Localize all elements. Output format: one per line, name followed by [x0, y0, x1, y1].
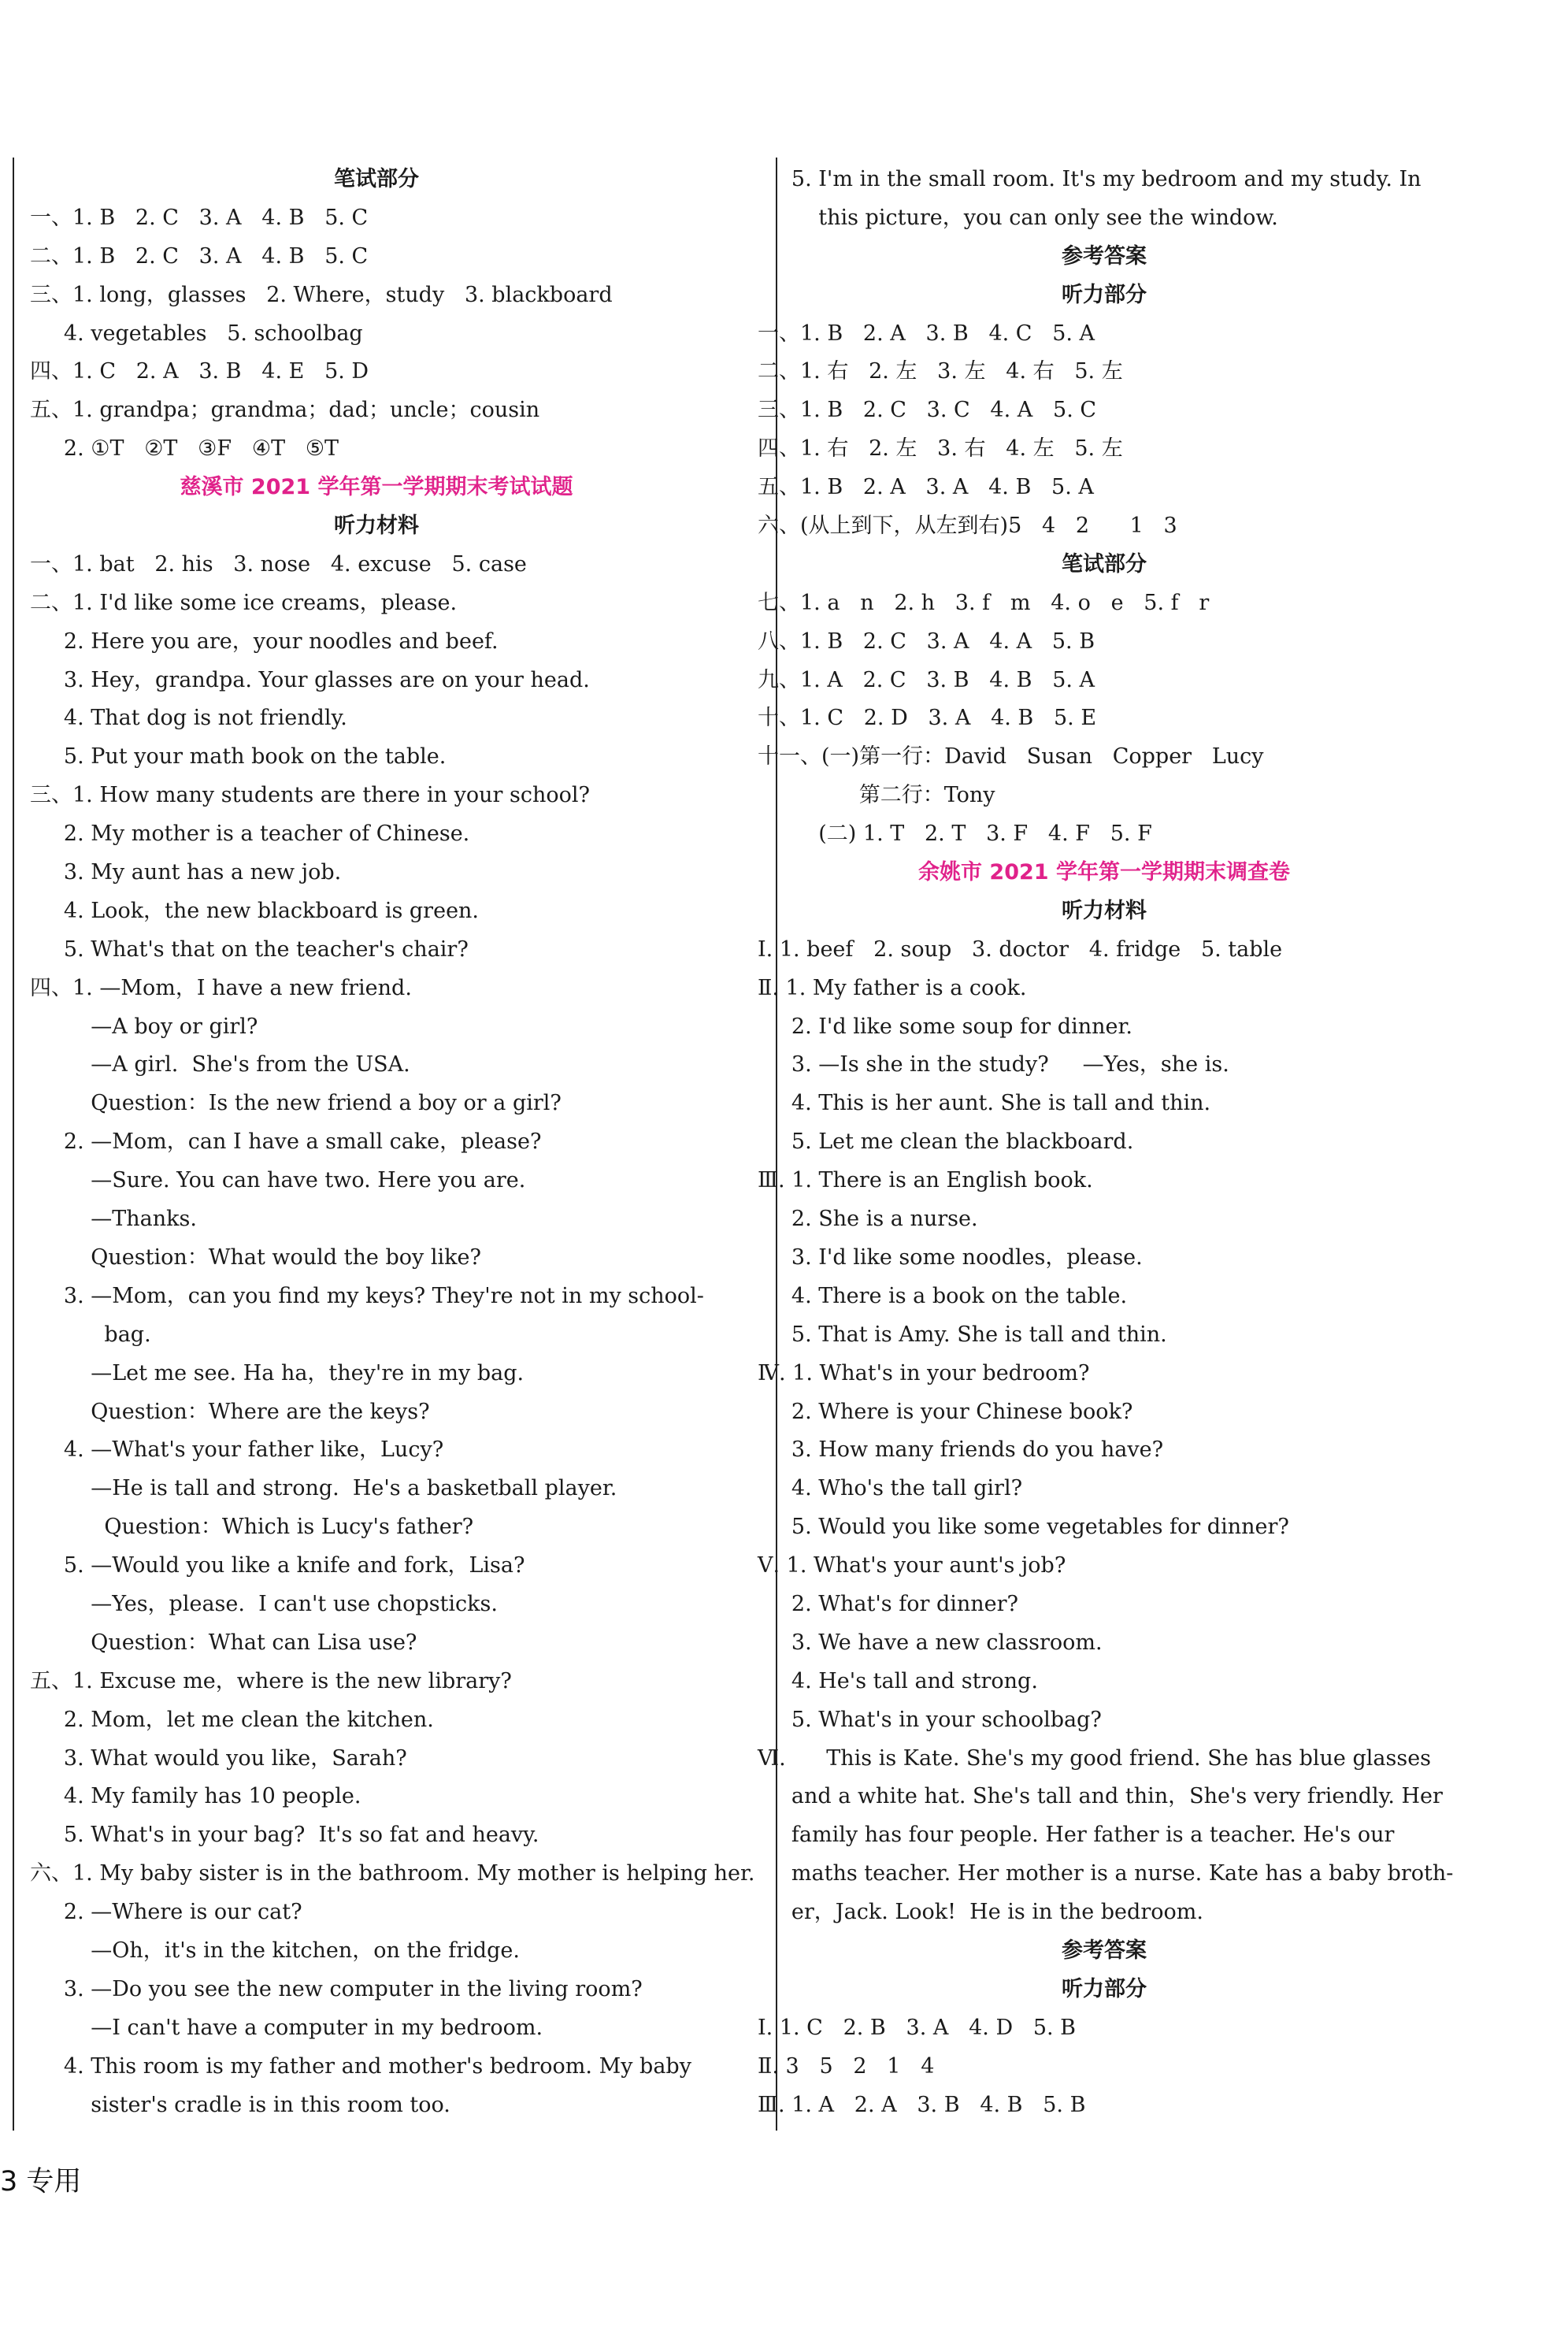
right-column-line: 五、1. B 2. A 3. A 4. B 5. A: [758, 475, 1094, 500]
left-column-line: —A girl. She's from the USA.: [30, 1052, 410, 1077]
left-column-line: Question：Which is Lucy's father?: [30, 1515, 474, 1540]
left-column-line: Question：What would the boy like?: [30, 1244, 481, 1270]
right-column-line: 4. This is her aunt. She is tall and thin.: [758, 1091, 1211, 1116]
left-column-line: —Yes，please. I can't use chopsticks.: [30, 1591, 498, 1616]
right-column-line: 5. That is Amy. She is tall and thin.: [758, 1322, 1167, 1347]
right-column-line: 十、1. C 2. D 3. A 4. B 5. E: [758, 706, 1097, 731]
right-column-line: Ⅴ. 1. What's your aunt's job?: [758, 1553, 1066, 1578]
left-column-line: 3. Hey，grandpa. Your glasses are on your head.: [30, 667, 590, 692]
right-column-line: er，Jack. Look! He is in the bedroom.: [758, 1900, 1203, 1925]
section-heading: 参考答案: [1062, 1938, 1147, 1963]
left-column-line: 2. My mother is a teacher of Chinese.: [30, 822, 470, 847]
left-column-line: 5. —Would you like a knife and fork，Lisa?: [30, 1553, 525, 1578]
left-column-line: 四、1. —Mom，I have a new friend.: [30, 975, 412, 1000]
right-column-line: 3. How many friends do you have?: [758, 1437, 1164, 1463]
right-column-line: 5. Would you like some vegetables for dinner?: [758, 1515, 1289, 1540]
right-column-line: 2. I'd like some soup for dinner.: [758, 1014, 1132, 1039]
right-column-line: 八、1. B 2. C 3. A 4. A 5. B: [758, 629, 1095, 654]
left-column-line: —He is tall and strong. He's a basketball player.: [30, 1476, 617, 1501]
right-column-line: 六、(从上到下，从左到右)5 4 2 1 3: [758, 514, 1177, 539]
left-column-line: sister's cradle is in this room too.: [30, 2092, 450, 2117]
left-column-line: 2. —Where is our cat?: [30, 1900, 302, 1925]
right-column-line: Ⅲ. 1. A 2. A 3. B 4. B 5. B: [758, 2092, 1086, 2117]
left-column-line: 3. My aunt has a new job.: [30, 860, 342, 885]
left-column-line: —Let me see. Ha ha，they're in my bag.: [30, 1360, 525, 1385]
right-column-line: maths teacher. Her mother is a nurse. Kate has a baby broth-: [758, 1861, 1454, 1886]
right-column-line: and a white hat. She's tall and thin，She's very friendly. Her: [758, 1784, 1443, 1809]
left-column-line: 一、1. bat 2. his 3. nose 4. excuse 5. case: [30, 551, 527, 577]
left-column-line: 二、1. I'd like some ice creams，please.: [30, 590, 458, 615]
left-column-line: 4. Look，the new blackboard is green.: [30, 898, 480, 923]
page-left-rule: [13, 158, 14, 2131]
right-column-line: 三、1. B 2. C 3. C 4. A 5. C: [758, 398, 1097, 423]
left-column-line: 4. This room is my father and mother's bedroom. My baby: [30, 2053, 691, 2079]
left-column-line: 4. vegetables 5. schoolbag: [30, 321, 363, 346]
left-column-line: Question：What can Lisa use?: [30, 1630, 417, 1655]
section-heading: 参考答案: [1062, 243, 1147, 269]
section-heading: 笔试部分: [1062, 551, 1147, 577]
right-column-line: 2. She is a nurse.: [758, 1207, 978, 1232]
left-column-line: 3. —Mom，can you find my keys? They're not in my school-: [30, 1283, 704, 1308]
right-column-line: Ⅳ. 1. What's in your bedroom?: [758, 1360, 1090, 1385]
left-column-line: 2. Here you are，your noodles and beef.: [30, 629, 499, 654]
right-column-line: 四、1. 右 2. 左 3. 右 4. 左 5. 左: [758, 436, 1123, 462]
left-column-line: 三、1. How many students are there in your school?: [30, 783, 591, 808]
right-column-line: 4. Who's the tall girl?: [758, 1476, 1023, 1501]
section-heading: 听力材料: [334, 514, 419, 539]
right-column-line: (二) 1. T 2. T 3. F 4. F 5. F: [758, 822, 1152, 847]
right-column-line: 3. I'd like some noodles，please.: [758, 1244, 1143, 1270]
left-column-line: —I can't have a computer in my bedroom.: [30, 2015, 543, 2040]
right-column-line: this picture，you can only see the window.: [758, 205, 1278, 230]
right-column-line: 3. We have a new classroom.: [758, 1630, 1103, 1655]
right-column-line: 2. What's for dinner?: [758, 1591, 1019, 1616]
left-column-line: 2. —Mom，can I have a small cake，please?: [30, 1129, 542, 1155]
left-column-line: 3. What would you like，Sarah?: [30, 1745, 407, 1771]
right-column-line: 第二行：Tony: [758, 783, 995, 808]
left-column-line: 三、1. long，glasses 2. Where，study 3. blackboard: [30, 282, 613, 307]
right-column-line: 十一、(一)第一行：David Susan Copper Lucy: [758, 744, 1264, 770]
right-column-line: Ⅰ. 1. C 2. B 3. A 4. D 5. B: [758, 2015, 1077, 2040]
section-heading: 听力部分: [1062, 1976, 1147, 2001]
right-column-line: family has four people. Her father is a teacher. He's our: [758, 1823, 1395, 1848]
left-column-line: 六、1. My baby sister is in the bathroom. My mother is helping her.: [30, 1861, 755, 1886]
left-column-line: —Sure. You can have two. Here you are.: [30, 1168, 526, 1193]
right-column-line: 一、1. B 2. A 3. B 4. C 5. A: [758, 321, 1095, 346]
right-column-line: Ⅲ. 1. There is an English book.: [758, 1168, 1093, 1193]
left-column-line: 4. My family has 10 people.: [30, 1784, 361, 1809]
right-column-line: 二、1. 右 2. 左 3. 左 4. 右 5. 左: [758, 359, 1123, 384]
right-column-line: Ⅰ. 1. beef 2. soup 3. doctor 4. fridge 5. table: [758, 937, 1283, 962]
left-column-line: 3. —Do you see the new computer in the living room?: [30, 1976, 643, 2001]
left-column-line: —Thanks.: [30, 1207, 197, 1232]
right-column-line: 5. I'm in the small room. It's my bedroom and my study. In: [758, 167, 1422, 191]
left-column-line: bag.: [30, 1322, 151, 1347]
left-column-line: 4. That dog is not friendly.: [30, 706, 347, 731]
right-column-line: 5. Let me clean the blackboard.: [758, 1129, 1134, 1155]
left-column-line: Question：Is the new friend a boy or a girl?: [30, 1091, 562, 1116]
left-column-line: 四、1. C 2. A 3. B 4. E 5. D: [30, 359, 369, 384]
right-column-line: Ⅱ. 3 5 2 1 4: [758, 2053, 935, 2079]
left-column-line: 二、1. B 2. C 3. A 4. B 5. C: [30, 243, 369, 269]
left-column-line: 五、1. Excuse me，where is the new library?: [30, 1668, 512, 1693]
left-column-line: 4. —What's your father like，Lucy?: [30, 1437, 444, 1463]
right-column-line: 5. What's in your schoolbag?: [758, 1707, 1102, 1732]
section-heading: 听力材料: [1062, 898, 1147, 923]
page-footer: 3 专用: [0, 2166, 82, 2198]
right-column-line: 九、1. A 2. C 3. B 4. B 5. A: [758, 667, 1095, 692]
left-column-line: 2. Mom，let me clean the kitchen.: [30, 1707, 434, 1732]
left-column: [30, 161, 755, 2124]
right-column-line: 4. There is a book on the table.: [758, 1283, 1128, 1308]
right-column-line: 2. Where is your Chinese book?: [758, 1399, 1133, 1424]
left-column-line: Question：Where are the keys?: [30, 1399, 430, 1424]
left-column-line: —A boy or girl?: [30, 1014, 258, 1039]
right-column-line: 七、1. a n 2. h 3. f m 4. o e 5. f r: [758, 590, 1210, 615]
left-column-line: 5. What's in your bag? It's so fat and heavy.: [30, 1823, 539, 1848]
right-column-line: Ⅵ. This is Kate. She's my good friend. She has blue glasses: [758, 1745, 1432, 1771]
left-column-line: 2. ①T ②T ③F ④T ⑤T: [30, 436, 339, 462]
right-column-line: 4. He's tall and strong.: [758, 1668, 1038, 1693]
right-column: [758, 161, 1454, 2124]
left-column-line: 一、1. B 2. C 3. A 4. B 5. C: [30, 205, 369, 230]
left-column-line: —Oh，it's in the kitchen，on the fridge.: [30, 1938, 520, 1963]
left-column-line: 5. What's that on the teacher's chair?: [30, 937, 469, 962]
right-column-line: 3. —Is she in the study? —Yes，she is.: [758, 1052, 1229, 1077]
section-heading: 笔试部分: [334, 167, 419, 191]
exam-title: 慈溪市 2021 学年第一学期期末考试试题: [180, 475, 573, 500]
exam-title: 余姚市 2021 学年第一学期期末调查卷: [918, 860, 1290, 885]
section-heading: 听力部分: [1062, 282, 1147, 307]
left-column-line: 五、1. grandpa；grandma；dad；uncle；cousin: [30, 398, 540, 423]
left-column-line: 5. Put your math book on the table.: [30, 744, 447, 770]
right-column-line: Ⅱ. 1. My father is a cook.: [758, 975, 1027, 1000]
